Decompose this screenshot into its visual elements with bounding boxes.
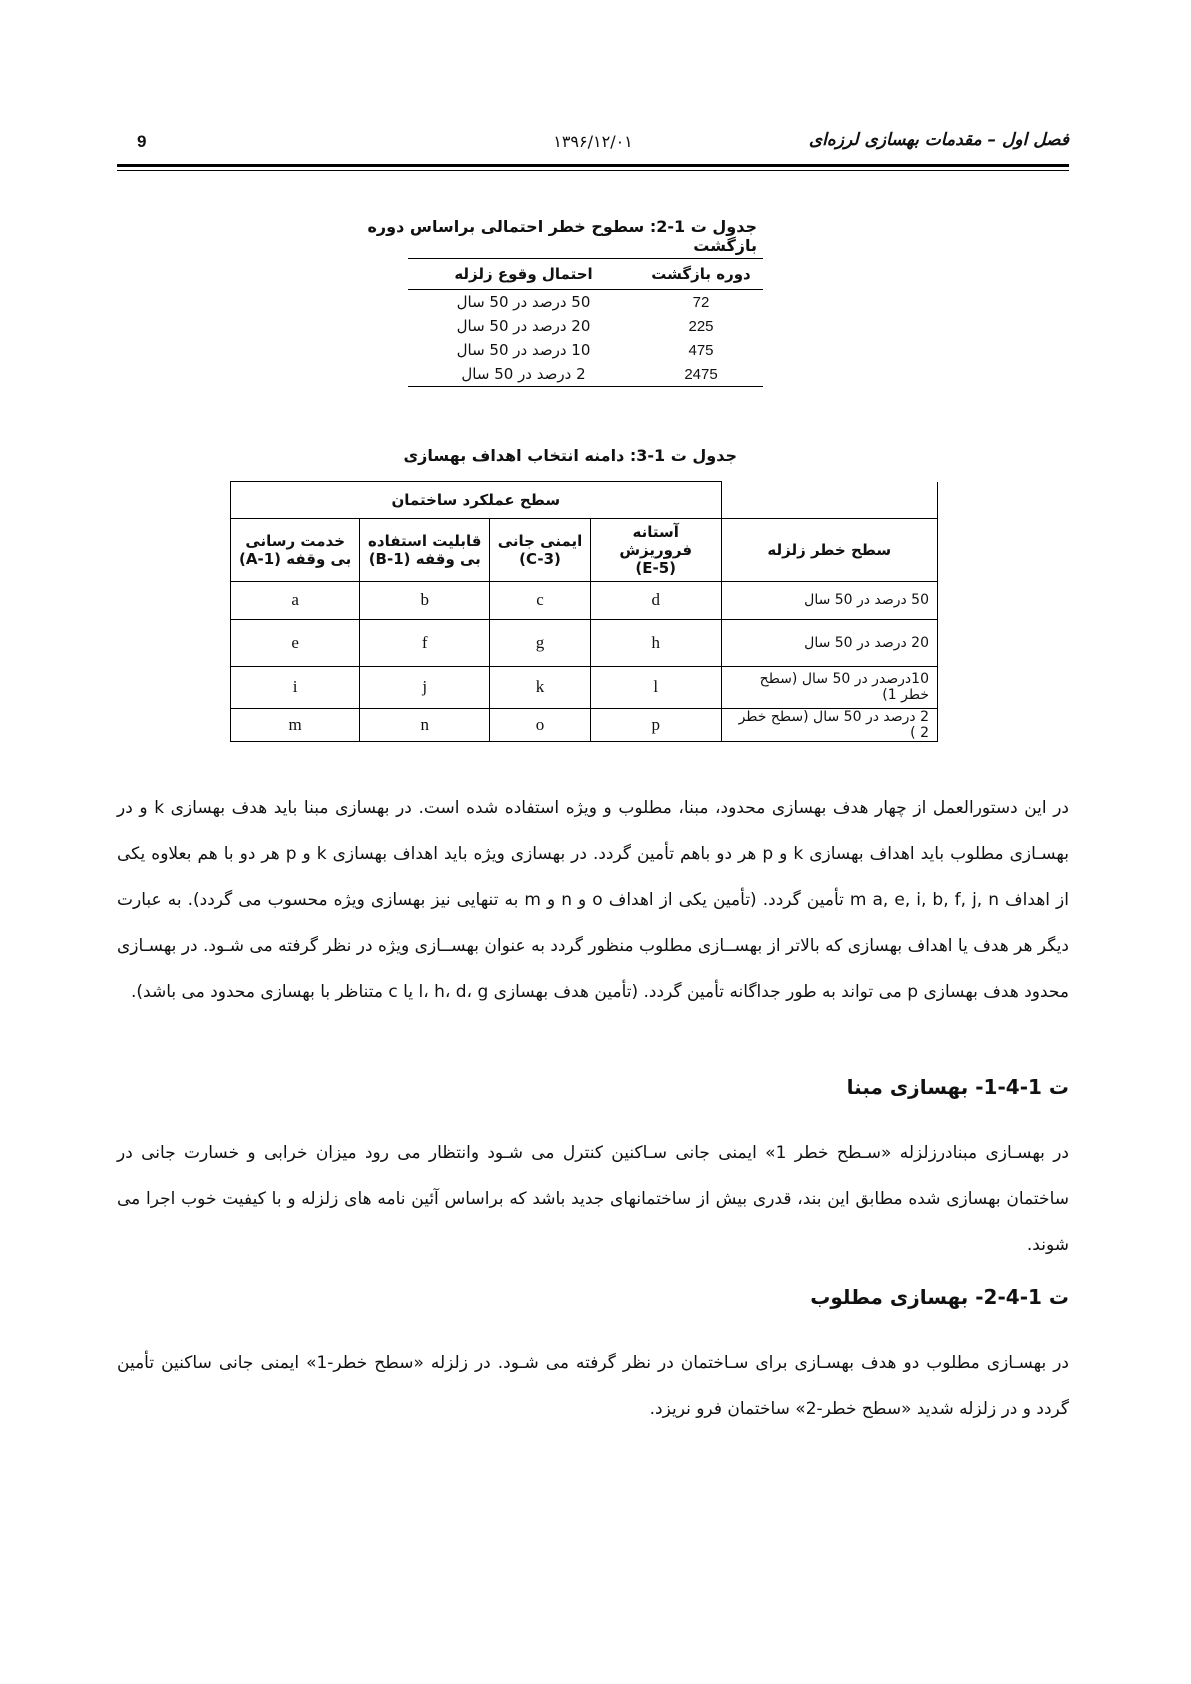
table2-col-immediate-occupancy (360, 518, 490, 581)
probability-cell: 10 درصد در 50 سال (456, 341, 591, 359)
table2-col-life-safety (490, 518, 591, 581)
objective-cell: m (231, 708, 360, 741)
col-title: قابلیت استفاده (368, 531, 482, 550)
table2-level-header: سطح خطر زلزله (721, 518, 937, 581)
col-code: بی وقفه (B-1) (368, 549, 481, 568)
objective-cell: b (360, 581, 490, 619)
objective-cell: a (231, 581, 360, 619)
return-period-cell: 475 (688, 341, 714, 359)
table2-col-collapse (590, 518, 721, 581)
table2-col-operational (231, 518, 360, 581)
col-title: خدمت رسانی (245, 531, 346, 550)
objective-cell: e (231, 619, 360, 666)
chapter-title: فصل اول – مقدمات بهسازی لرزه‌ای (808, 130, 1069, 150)
objective-cell: n (360, 708, 490, 741)
header-date: ۱۳۹۶/۱۲/۰۱ (553, 132, 633, 151)
objective-cell: g (490, 619, 591, 666)
objective-cell: d (590, 581, 721, 619)
hazard-level-cell: 20 درصد در 50 سال (721, 619, 937, 666)
col-code: بی وقفه (A-1) (239, 549, 352, 568)
objective-cell: c (490, 581, 591, 619)
objective-cell: j (360, 666, 490, 708)
table1-header-return-period: دوره بازگشت (639, 259, 763, 290)
col-code: (E-5) (635, 558, 677, 577)
objective-cell: l (590, 666, 721, 708)
table-row (231, 581, 938, 619)
table-row (231, 619, 938, 666)
table1-header-probability: احتمال وقوع زلزله (408, 259, 639, 290)
table2-group-header: سطح عملکرد ساختمان (231, 482, 722, 519)
section-heading-basic: ت 1-4-1- بهسازی مبنا (846, 1075, 1069, 1099)
hazard-level-cell: 50 درصد در 50 سال (721, 581, 937, 619)
table2-corner (721, 482, 937, 519)
objective-cell: p (590, 708, 721, 741)
probability-cell: 20 درصد در 50 سال (456, 317, 591, 335)
return-period-cell: 72 (692, 293, 710, 311)
probability-cell: 2 درصد در 50 سال (408, 362, 639, 387)
paragraph-basic: در بهسـازی مبنادرزلزله «سـطح خطر 1» ایمنی جانی سـاکنین کنترل می شـود وانتظار می رود میزان خرابی و خسارت جانی در ساختمان بهسازی شده مطابق این بند، قدری بیش از ساختمانهای جدید باشد که براساس آئین نامه های زلزله و با کیفیت خوب اجرا می شوند. (117, 1143, 1070, 1255)
header-rule-thin (117, 170, 1069, 171)
objective-cell: k (490, 666, 591, 708)
table-row (408, 290, 763, 315)
table-row (231, 666, 938, 708)
objective-cell: h (590, 619, 721, 666)
table-row (408, 362, 763, 387)
table1-caption: جدول ت 1-2: سطوح خطر احتمالی براساس دوره بازگشت (367, 217, 757, 255)
table-row (231, 708, 938, 741)
probability-cell: 50 درصد در 50 سال (456, 293, 591, 311)
rehab-objectives-table (230, 481, 938, 742)
return-period-cell: 225 (688, 317, 714, 335)
page-number: 9 (137, 132, 147, 151)
table-row (408, 314, 763, 338)
col-code: (C-3) (519, 549, 561, 568)
objective-cell: o (490, 708, 591, 741)
page-header (117, 128, 1069, 160)
objective-cell: i (231, 666, 360, 708)
paragraph-desired: در بهسـازی مطلوب دو هدف بهسـازی برای سـاختمان در نظر گرفته می شـود. در زلزله «سطح خطر-1» ایمنی جانی ساکنین تأمین گردد و در زلزله شدید «سطح خطر-2» ساختمان فرو نریزد. (117, 1353, 1069, 1419)
table-row (408, 338, 763, 362)
hazard-level-cell: 10درصدر در 50 سال (سطح خطر 1) (721, 666, 937, 708)
table2-caption: جدول ت 1-3: دامنه انتخاب اهداف بهسازی (403, 446, 737, 465)
hazard-level-cell: 2 درصد در 50 سال (سطح خطر 2 ) (721, 708, 937, 741)
col-title: ایمنی جانی (497, 531, 583, 550)
header-rule-thick (117, 164, 1069, 167)
col-title: آستانه فروریزش (619, 522, 693, 559)
hazard-levels-table (408, 258, 763, 387)
return-period-cell: 2475 (639, 362, 763, 387)
objective-cell: f (360, 619, 490, 666)
paragraph-objectives: در این دستورالعمل از چهار هدف بهسازی محدود، مبنا، مطلوب و ویژه استفاده شده است. در بهسازی مبنا باید هدف بهسازی k و در بهسـازی مطلوب باید اهداف بهسازی k و p هر دو باهم تأمین گردد. در بهسازی ویژه باید اهداف بهسازی k و p هر دو با هم بعلاوه یکی از اهداف m a, e, i, b, f, j, n تأمین گردد. (تأمین یکی از اهداف o و n و m به تنهایی نیز بهسازی ویژه محسوب می گردد). به عبارت دیگر هر هدف یا اهداف بهسازی که بالاتر از بهســازی مطلوب منظور گردد به عنوان بهســازی ویژه در نظر گرفته می شـود. در بهسـازی محدود هدف بهسازی p می تواند به طور جداگانه تأمین گردد. (تأمین هدف بهسازی l، h، d، g یا c متناظر با بهسازی محدود می باشد). (117, 798, 1069, 1002)
section-heading-desired: ت 1-4-2- بهسازی مطلوب (810, 1285, 1069, 1309)
